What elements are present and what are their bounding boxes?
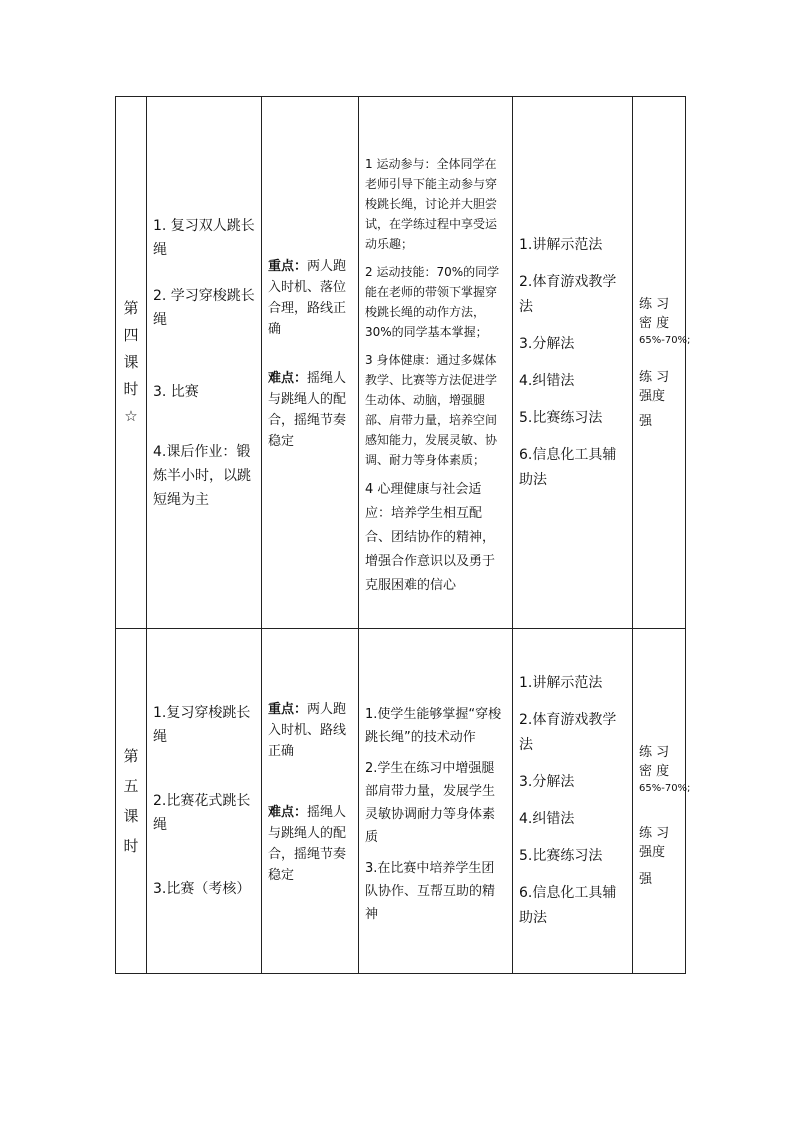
- content-item: 3. 比赛: [153, 383, 199, 400]
- content-item: 3.比赛（考核）: [153, 881, 251, 897]
- method-item: 3.分解法: [519, 774, 575, 790]
- content-item: 2. 学习穿梭跳长绳: [153, 287, 255, 328]
- key-point-label: 重点：: [268, 701, 308, 717]
- lesson-row-5: [116, 629, 686, 974]
- method-item: 2.体育游戏教学法: [519, 712, 617, 753]
- teaching-methods-5: [513, 629, 633, 974]
- method-item: 6.信息化工具辅助法: [519, 446, 617, 488]
- goal-item: 3.在比赛中培养学生团队协作、互帮互助的精神: [365, 860, 496, 922]
- goal-item: 3 身体健康：通过多媒体教学、比赛等方法促进学生动体、动脑，增强腿部、肩带力量，培养空间感知能力，发展灵敏、协调、耐力等身体素质；: [365, 352, 498, 467]
- goal-item: 1 运动参与：全体同学在老师引导下能主动参与穿梭跳长绳，讨论并大胆尝试，在学练过程中享受运动乐趣；: [365, 156, 498, 251]
- key-point: [268, 699, 352, 762]
- density-value: 65%-70%;: [639, 334, 691, 346]
- content-item: 4.课后作业：锻炼半小时，以跳短绳为主: [153, 443, 251, 508]
- lesson-char: 课: [123, 807, 139, 825]
- goal-item: 2.学生在练习中增强腿部肩带力量，发展学生灵敏协调耐力等身体素质: [365, 760, 496, 845]
- method-item: 4.纠错法: [519, 811, 575, 827]
- goal-item: 4 心理健康与社会适应：培养学生相互配合、团结协作的精神，增强合作意识以及勇于克服困难的信心: [365, 481, 496, 593]
- goal-item: 1.使学生能够掌握“穿梭跳长绳”的技术动作: [365, 706, 502, 745]
- method-item: 4.纠错法: [519, 372, 575, 389]
- teaching-goals-5: [359, 629, 513, 974]
- lesson-char: 课: [123, 353, 139, 371]
- method-item: 5.比赛练习法: [519, 409, 603, 426]
- method-item: 6.信息化工具辅助法: [519, 885, 617, 926]
- lesson-label-5: [116, 629, 147, 974]
- intensity-label: 练 习强度: [639, 826, 670, 860]
- difficult-point: [268, 368, 352, 452]
- lesson-char: 时: [123, 837, 139, 855]
- difficult-point-label: 难点：: [268, 370, 308, 386]
- intensity-value: 强: [639, 872, 653, 887]
- density-label: 练 习密 度: [639, 296, 670, 331]
- method-item: 3.分解法: [519, 335, 575, 352]
- method-item: 1.讲解示范法: [519, 236, 603, 253]
- lesson-row-4: [116, 97, 686, 629]
- key-point-text: 两人跑入时机、路线正确: [268, 701, 347, 759]
- content-item: 1.复习穿梭跳长绳: [153, 705, 251, 745]
- lesson-char: 第: [123, 747, 139, 765]
- exercise-load-4: [633, 97, 691, 629]
- intensity-value: 强: [639, 413, 653, 429]
- method-item: 5.比赛练习法: [519, 848, 603, 864]
- teaching-content-4: [147, 97, 262, 629]
- difficult-point-label: 难点：: [268, 804, 308, 820]
- difficult-point-text: 摇绳人与跳绳人的配合，摇绳节奏稳定: [268, 804, 347, 883]
- content-item: 2.比赛花式跳长绳: [153, 793, 251, 833]
- key-difficult-points-5: [262, 629, 359, 974]
- key-point-label: 重点：: [268, 258, 308, 274]
- star-icon: ☆: [124, 407, 138, 425]
- intensity-label: 练 习强度: [639, 369, 670, 404]
- key-difficult-points-4: [262, 97, 359, 629]
- difficult-point: [268, 802, 352, 886]
- key-point-text: 两人跑入时机、落位合理，路线正确: [268, 258, 347, 337]
- density-value: 65%-70%;: [639, 783, 691, 794]
- exercise-load-5: [633, 629, 691, 974]
- density-label: 练 习密 度: [639, 745, 670, 779]
- teaching-goals-4: [359, 97, 513, 629]
- goal-item: 2 运动技能：70%的同学能在老师的带领下掌握穿梭跳长绳的动作方法，30%的同学基本掌握；: [365, 264, 500, 339]
- key-point: [268, 256, 352, 340]
- content-item: 1. 复习双人跳长绳: [153, 217, 255, 258]
- lesson-char: 五: [123, 777, 139, 795]
- method-item: 1.讲解示范法: [519, 675, 603, 691]
- lesson-char: 四: [123, 326, 139, 344]
- lesson-char: 第: [123, 299, 139, 317]
- difficult-point-text: 摇绳人与跳绳人的配合，摇绳节奏稳定: [268, 370, 347, 449]
- lesson-label-4: [116, 97, 147, 629]
- lesson-char: 时: [123, 380, 139, 398]
- method-item: 2.体育游戏教学法: [519, 273, 617, 315]
- teaching-content-5: [147, 629, 262, 974]
- teaching-methods-4: [513, 97, 633, 629]
- lesson-plan-table: [115, 96, 691, 974]
